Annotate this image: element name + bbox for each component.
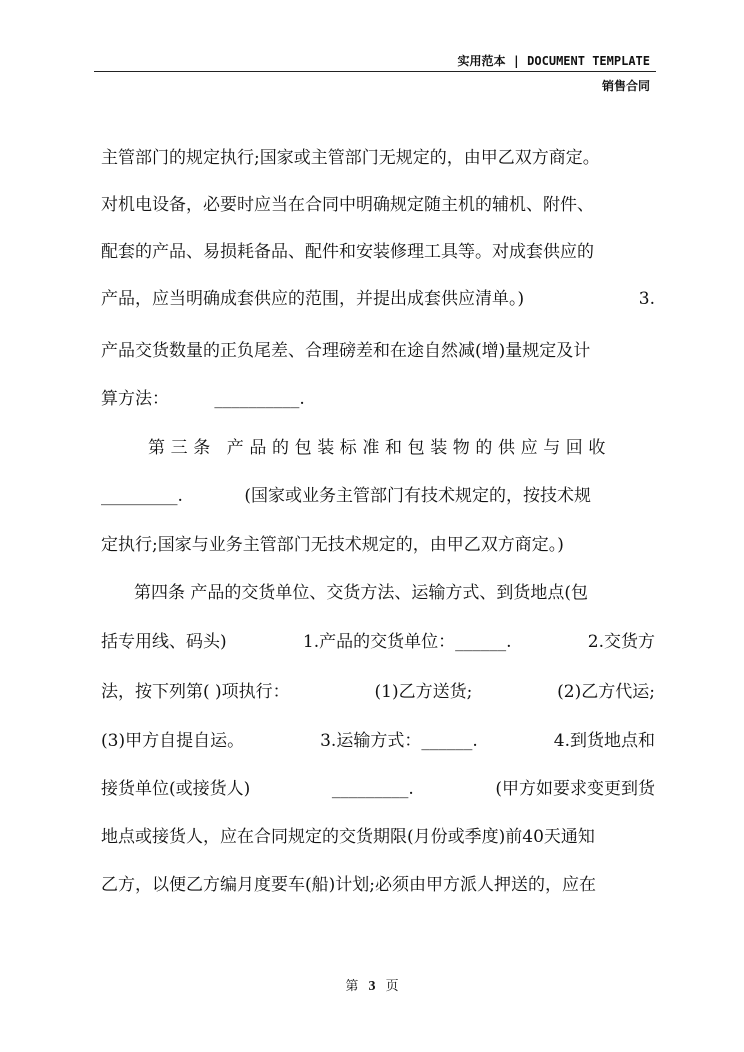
blank-field: _________. [331,779,414,799]
body-text: 产品，应当明确成套供应的范围，并提出成套供应清单。) [101,289,525,309]
body-text: 3.运输方式：______. [320,731,478,751]
body-line: 产品交货数量的正负尾差、合理磅差和在途自然减(增)量规定及计 [101,341,591,361]
body-text: 法，按下列第( )项执行： [101,682,290,702]
body-text: 1.产品的交货单位：______. [302,632,512,652]
body-line [101,677,655,707]
article-heading: 第三条 产品的包装标准和包装物的供应与回收 [148,438,612,458]
body-line [101,627,655,657]
footer-suffix: 页 [385,979,399,994]
page-footer [0,975,744,995]
body-text: 接货单位(或接货人) [101,779,251,799]
body-text: (国家或业务主管部门有技术规定的，按技术规 [244,486,591,506]
body-text: 算方法： [101,389,169,409]
body-line [101,284,655,314]
body-text: 括专用线、码头) [101,632,227,652]
body-text: (2)乙方代运; [557,682,655,702]
header-title: 实用范本 | DOCUMENT TEMPLATE [457,54,650,68]
body-line: 对机电设备，必要时应当在合同中明确规定随主机的辅机、附件、 [101,195,594,215]
header-subtitle: 销售合同 [601,79,650,93]
header-divider [94,71,656,72]
body-line [101,384,655,414]
body-text: (3)甲方自提自运。 [101,731,245,751]
body-text: 4.到货地点和 [553,731,655,751]
article-heading: 第四条 产品的交货单位、交货方法、运输方式、到货地点(包 [134,583,589,603]
body-line: 主管部门的规定执行;国家或主管部门无规定的，由甲乙双方商定。 [101,148,600,168]
blank-field: __________. [214,389,305,409]
page-number: 3 [368,979,376,994]
blank-field: _________. [101,486,183,506]
body-line: 配套的产品、易损耗备品、配件和安装修理工具等。对成套供应的 [101,242,594,262]
body-line: 乙方，以便乙方编月度要车(船)计划;必须由甲方派人押送的，应在 [101,875,596,895]
footer-prefix: 第 [345,979,359,994]
item-number: 3. [638,289,655,309]
body-line: 定执行;国家与业务主管部门无技术规定的，由甲乙双方商定。) [101,535,564,555]
body-text: (1)乙方送货; [374,682,473,702]
body-line [101,726,655,756]
body-line [101,481,655,511]
body-line [101,774,655,804]
body-text: 2.交货方 [587,632,655,652]
body-text: (甲方如要求变更到货 [495,779,655,799]
body-line: 地点或接货人，应在合同规定的交货期限(月份或季度)前40天通知 [101,827,595,847]
